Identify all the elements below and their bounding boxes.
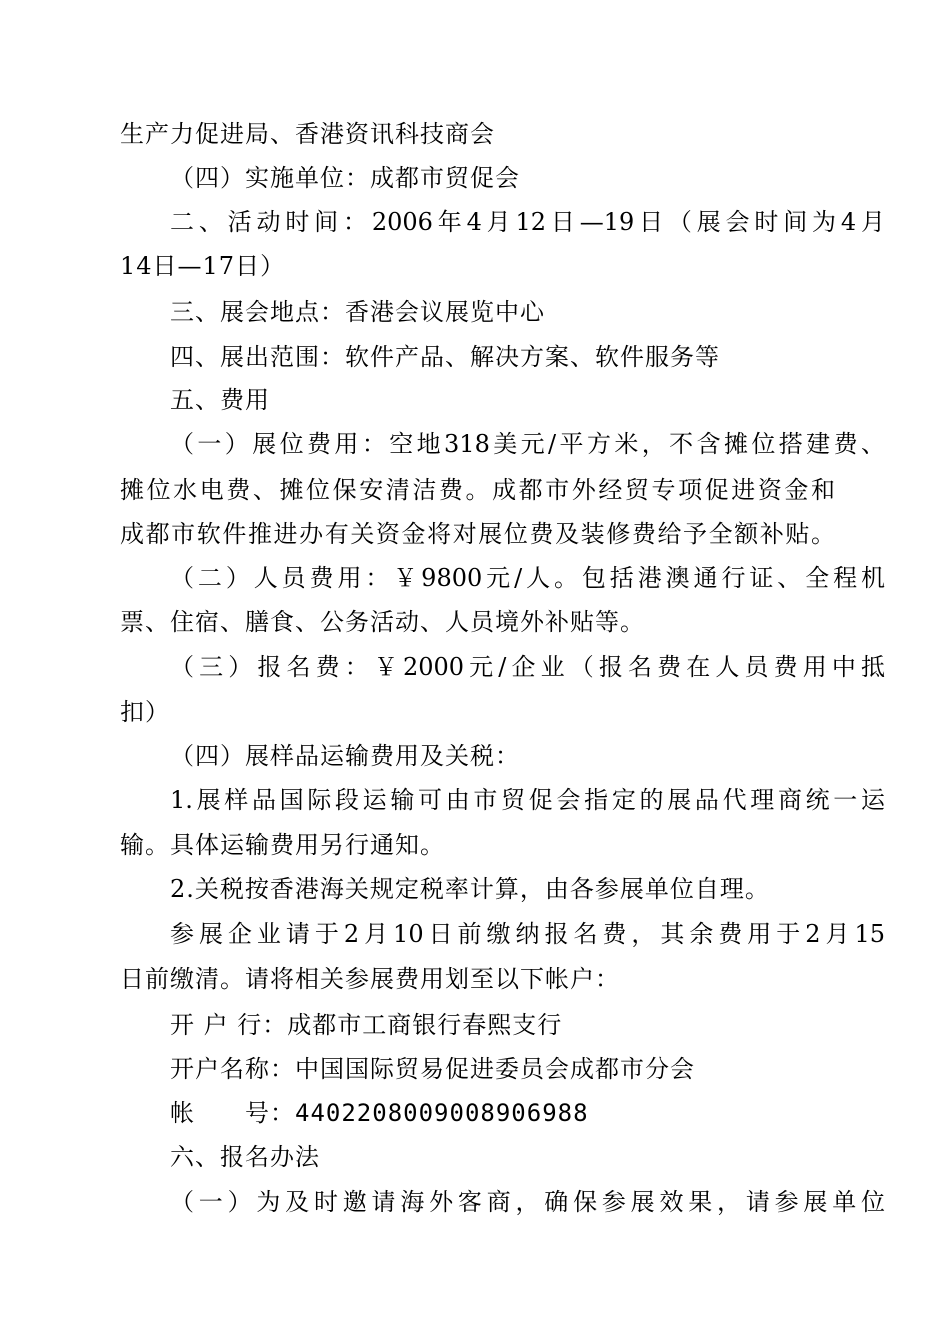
line-text: （二）人员费用：￥9800元/人。包括港澳通行证、全程机 [170, 564, 885, 592]
account-bank-row [120, 1003, 885, 1047]
text-line-15 [120, 734, 885, 778]
line-text: 票、住宿、膳食、公务活动、人员境外补贴等。 [120, 608, 645, 636]
line-text: 生产力促进局、香港资讯科技商会 [120, 120, 495, 148]
line-text: 四、展出范围：软件产品、解决方案、软件服务等 [170, 343, 720, 371]
text-line-10 [120, 512, 835, 556]
text-line-8 [120, 422, 885, 466]
line-text: （三）报名费：￥2000元/企业（报名费在人员费用中抵 [170, 653, 885, 681]
line-text: 五、费用 [170, 386, 270, 414]
line-text: 二、活动时间：2006年4月12日—19日（展会时间为4月 [170, 208, 885, 236]
account-number-row [120, 1091, 885, 1135]
text-line-4 [120, 244, 835, 288]
account-name-value: 中国国际贸易促进委员会成都市分会 [295, 1055, 695, 1083]
account-name-row [120, 1047, 885, 1091]
line-text: 日前缴清。请将相关参展费用划至以下帐户： [120, 965, 620, 993]
line-text: 六、报名办法 [170, 1143, 320, 1171]
text-line-11 [120, 556, 885, 600]
line-text: 2.关税按香港海关规定税率计算，由各参展单位自理。 [170, 875, 770, 903]
account-number-label: 帐 号： [170, 1099, 295, 1127]
text-line-12 [120, 600, 835, 644]
line-text: 扣） [120, 698, 170, 726]
line-text: （一）为及时邀请海外客商，确保参展效果，请参展单位 [170, 1188, 885, 1216]
line-text: 14日—17日） [120, 252, 286, 280]
text-line-6 [120, 335, 885, 379]
line-text: （一）展位费用：空地318美元/平方米，不含摊位搭建费、 [170, 430, 885, 458]
account-name-label: 开户名称： [170, 1055, 295, 1083]
line-text: 成都市软件推进办有关资金将对展位费及装修费给予全额补贴。 [120, 520, 835, 548]
text-line-16 [120, 778, 885, 822]
line-text: 1.展样品国际段运输可由市贸促会指定的展品代理商统一运 [170, 786, 885, 814]
text-line-14 [120, 690, 835, 734]
text-line-19 [120, 912, 885, 956]
line-text: 三、展会地点：香港会议展览中心 [170, 298, 545, 326]
text-line-1 [120, 112, 835, 156]
account-bank-value: 成都市工商银行春熙支行 [287, 1011, 563, 1039]
text-line-9 [120, 468, 835, 512]
text-line-3 [120, 200, 885, 244]
line-text: 摊位水电费、摊位保安清洁费。成都市外经贸专项促进资金和 [120, 476, 835, 504]
text-line-2 [120, 156, 885, 200]
account-number-value: 4402208009008906988 [295, 1099, 589, 1127]
account-bank-label: 开 户 行： [170, 1011, 288, 1039]
text-line-17 [120, 823, 835, 867]
line-text: 参展企业请于2月10日前缴纳报名费，其余费用于2月15 [170, 920, 885, 948]
line-text: （四）展样品运输费用及关税： [170, 742, 520, 770]
text-line-13 [120, 645, 885, 689]
text-line-21 [120, 1135, 885, 1179]
text-line-20 [120, 957, 835, 1001]
text-line-5 [120, 290, 885, 334]
text-line-18 [120, 867, 885, 911]
line-text: 输。具体运输费用另行通知。 [120, 831, 445, 859]
text-line-7 [120, 378, 885, 422]
line-text: （四）实施单位：成都市贸促会 [170, 164, 520, 192]
text-line-22 [120, 1180, 885, 1224]
